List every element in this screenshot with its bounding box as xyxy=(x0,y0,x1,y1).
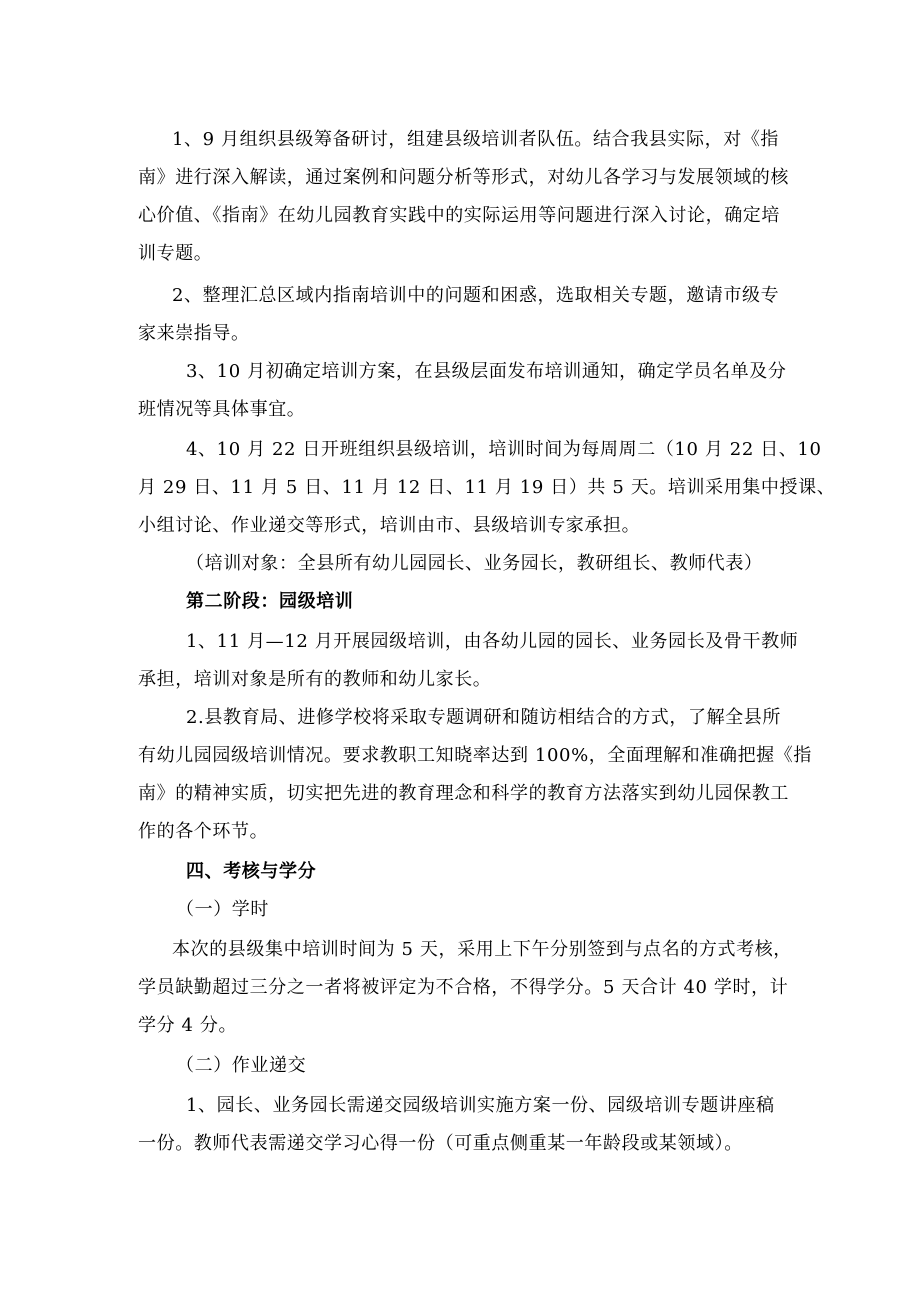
text-line: 1、园长、业务园长需递交园级培训实施方案一份、园级培训专题讲座稿 xyxy=(186,1095,775,1116)
text-line: 作的各个环节。 xyxy=(138,821,269,842)
text-line: 学分 4 分。 xyxy=(138,1015,238,1036)
text-line: 学员缺勤超过三分之一者将被评定为不合格，不得学分。5 天合计 40 学时，计 xyxy=(138,977,789,998)
text-line: 2、整理汇总区域内指南培训中的问题和困惑，选取相关专题，邀请市级专 xyxy=(172,285,780,306)
text-line: 班情况等具体事宜。 xyxy=(138,399,306,420)
heading-text: （二）作业递交 xyxy=(176,1055,307,1076)
text-line: 小组讨论、作业递交等形式，培训由市、县级培训专家承担。 xyxy=(138,515,641,536)
text-line: 承担，培训对象是所有的教师和幼儿家长。 xyxy=(138,669,492,690)
text-line: 本次的县级集中培训时间为 5 天，采用上下午分别签到与点名的方式考核， xyxy=(172,939,792,960)
text-line: 月 29 日、11 月 5 日、11 月 12 日、11 月 19 日）共 5 天。培训采用集中授课、 xyxy=(138,477,836,498)
heading-text: （一）学时 xyxy=(176,899,269,920)
text-line: 南》进行深入解读，通过案例和问题分析等形式，对幼儿各学习与发展领域的核 xyxy=(138,167,789,188)
text-line: 心价值、《指南》在幼儿园教育实践中的实际运用等问题进行深入讨论，确定培 xyxy=(138,205,780,226)
text-line: （培训对象：全县所有幼儿园园长、业务园长，教研组长、教师代表） xyxy=(186,553,763,574)
text-line: 一份。教师代表需递交学习心得一份（可重点侧重某一年龄段或某领域）。 xyxy=(138,1133,743,1154)
text-line: 1、11 月—12 月开展园级培训，由各幼儿园的园长、业务园长及骨干教师 xyxy=(186,631,799,652)
heading-text: 四、考核与学分 xyxy=(186,861,317,882)
text-line: 训专题。 xyxy=(138,243,213,264)
heading-text: 第二阶段：园级培训 xyxy=(186,591,354,612)
text-line: 1、9 月组织县级筹备研讨，组建县级培训者队伍。结合我县实际，对《指 xyxy=(172,129,780,150)
text-line: 家来崇指导。 xyxy=(138,323,250,344)
text-line: 4、10 月 22 日开班组织县级培训，培训时间为每周周二（10 月 22 日、10 xyxy=(186,439,822,460)
text-line: 3、10 月初确定培训方案，在县级层面发布培训通知，确定学员名单及分 xyxy=(186,361,787,382)
text-line: 南》的精神实质，切实把先进的教育理念和科学的教育方法落实到幼儿园保教工 xyxy=(138,783,789,804)
text-line: 2.县教育局、进修学校将采取专题调研和随访相结合的方式，了解全县所 xyxy=(186,707,781,728)
text-line: 有幼儿园园级培训情况。要求教职工知晓率达到 100%，全面理解和准确把握《指 xyxy=(138,745,812,766)
